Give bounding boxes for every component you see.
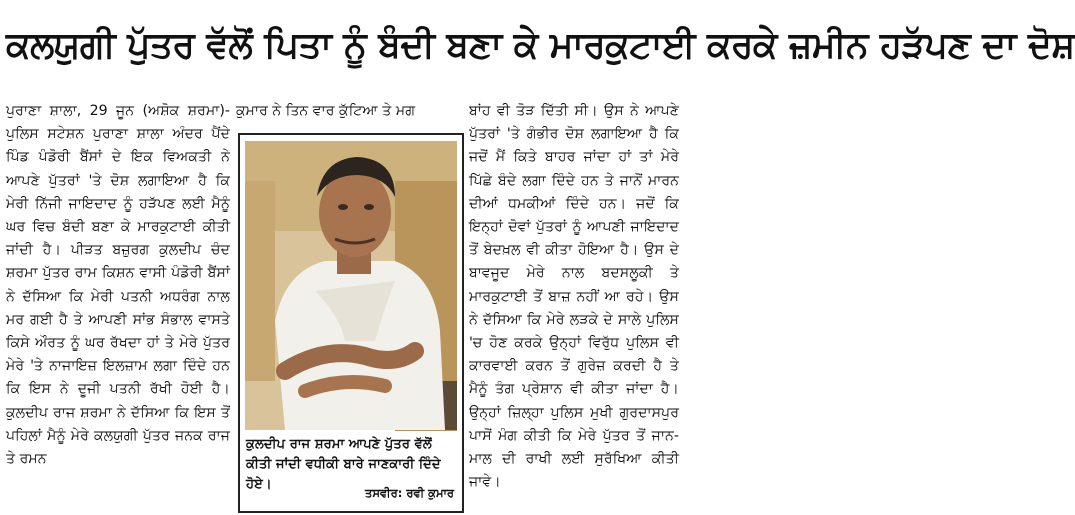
- photo-box: [238, 133, 464, 513]
- article-text-col1: ਪੁਰਾਣਾ ਸ਼ਾਲਾ, 29 ਜੂਨ (ਅਸ਼ੋਕ ਸ਼ਰਮਾ)-ਪੁਲਿਸ ਸਟੇਸ਼ਨ ਪੁਰਾਣਾ ਸ਼ਾਲਾ ਅੰਦਰ ਪੈਂਦੇ ਪਿੰਡ ਪੰਡੋਰੀ ਬੈਂਸਾਂ ਦੇ ਇਕ ਵਿਅਕਤੀ ਨੇ ਆਪਣੇ ਪੁੱਤਰਾਂ 'ਤੇ ਦੋਸ਼ ਲਗਾਇਆ ਹੈ ਕਿ ਮੇਰੀ ਨਿੱਜੀ ਜਾਇਦਾਦ ਨੂੰ ਹੜੱਪਣ ਲਈ ਮੈਨੂੰ ਘਰ ਵਿਚ ਬੰਦੀ ਬਣਾ ਕੇ ਮਾਰਕੁਟਾਈ ਕੀਤੀ ਜਾਂਦੀ ਹੈ। ਪੀੜਤ ਬਜ਼ੁਰਗ ਕੁਲਦੀਪ ਚੰਦ ਸ਼ਰਮਾ ਪੁੱਤਰ ਰਾਮ ਕਿਸ਼ਨ ਵਾਸੀ ਪੰਡੋਰੀ ਬੈਂਸਾਂ ਨੇ ਦੱਸਿਆ ਕਿ ਮੇਰੀ ਪਤਨੀ ਅਧਰੰਗ ਨਾਲ ਮਰ ਗਈ ਹੈ ਤੇ ਆਪਣੀ ਸਾਂਭ ਸੰਭਾਲ ਵਾਸਤੇ ਕਿਸੇ ਔਰਤ ਨੂੰ ਘਰ ਰੱਖਦਾ ਹਾਂ ਤੇ ਮੇਰੇ ਪੁੱਤਰ ਮੇਰੇ 'ਤੇ ਨਾਜਾਇਜ਼ ਇਲਜ਼ਾਮ ਲਗਾ ਦਿੰਦੇ ਹਨ ਕਿ ਇਸ ਨੇ ਦੂਜੀ ਪਤਨੀ ਰੱਖੀ ਹੋਈ ਹੈ। ਕੁਲਦੀਪ ਰਾਜ ਸ਼ਰਮਾ ਨੇ ਦੱਸਿਆ ਕਿ ਇਸ ਤੋਂ ਪਹਿਲਾਂ ਮੈਨੂੰ ਮੇਰੇ ਕਲਯੁਗੀ ਪੁੱਤਰ ਜਨਕ ਰਾਜ ਤੇ ਰਮਨ: [6, 103, 230, 468]
- article-column-1: [6, 100, 230, 471]
- photo-caption: ਕੁਲਦੀਪ ਰਾਜ ਸ਼ਰਮਾ ਆਪਣੇ ਪੁੱਤਰ ਵੱਲੋਂ ਕੀਤੀ ਜਾਂਦੀ ਵਧੀਕੀ ਬਾਰੇ ਜਾਣਕਾਰੀ ਦਿੰਦੇ ਹੋਏ।: [246, 437, 441, 492]
- man-portrait-image: [245, 141, 457, 430]
- news-photo: [245, 141, 457, 430]
- article-column-3: [469, 100, 679, 494]
- headline: ਕਲਯੁਗੀ ਪੁੱਤਰ ਵੱਲੋਂ ਪਿਤਾ ਨੂੰ ਬੰਦੀ ਬਣਾ ਕੇ ਮਾਰਕੁਟਾਈ ਕਰਕੇ ਜ਼ਮੀਨ ਹੜੱਪਣ ਦਾ ਦੋਸ਼: [6, 25, 1075, 66]
- photo-credit: ਤਸਵੀਰ: ਰਵੀ ਕੁਮਾਰ: [364, 486, 454, 500]
- article-text-col3: ਬਾਂਹ ਵੀ ਤੋੜ ਦਿੱਤੀ ਸੀ। ਉਸ ਨੇ ਆਪਣੇ ਪੁੱਤਰਾਂ 'ਤੇ ਗੰਭੀਰ ਦੋਸ਼ ਲਗਾਇਆ ਹੈ ਕਿ ਜਦੋਂ ਮੈਂ ਕਿਤੇ ਬਾਹਰ ਜਾਂਦਾ ਹਾਂ ਤਾਂ ਮੇਰੇ ਪਿੱਛੇ ਬੰਦੇ ਲਗਾ ਦਿੰਦੇ ਹਨ ਤੇ ਜਾਨੋਂ ਮਾਰਨ ਦੀਆਂ ਧਮਕੀਆਂ ਦਿੰਦੇ ਹਨ। ਜਦੋਂ ਕਿ ਇਨ੍ਹਾਂ ਦੋਵਾਂ ਪੁੱਤਰਾਂ ਨੂੰ ਆਪਣੀ ਜਾਇਦਾਦ ਤੋਂ ਬੇਦਖ਼ਲ ਵੀ ਕੀਤਾ ਹੋਇਆ ਹੈ। ਉਸ ਦੇ ਬਾਵਜੂਦ ਮੇਰੇ ਨਾਲ ਬਦਸਲੂਕੀ ਤੇ ਮਾਰਕੁਟਾਈ ਤੋਂ ਬਾਜ਼ ਨਹੀਂ ਆ ਰਹੇ। ਉਸ ਨੇ ਦੱਸਿਆ ਕਿ ਮੇਰੇ ਲੜਕੇ ਦੇ ਸਾਲੇ ਪੁਲਿਸ 'ਚ ਹੋਣ ਕਰਕੇ ਉਨ੍ਹਾਂ ਵਿਰੁੱਧ ਪੁਲਿਸ ਵੀ ਕਾਰਵਾਈ ਕਰਨ ਤੋਂ ਗੁਰੇਜ਼ ਕਰਦੀ ਹੈ ਤੇ ਮੈਨੂੰ ਤੰਗ ਪ੍ਰੇਸ਼ਾਨ ਵੀ ਕੀਤਾ ਜਾਂਦਾ ਹੈ। ਉਨ੍ਹਾਂ ਜ਼ਿਲ੍ਹਾ ਪੁਲਿਸ ਮੁਖੀ ਗੁਰਦਾਸਪੁਰ ਪਾਸੋਂ ਮੰਗ ਕੀਤੀ ਕਿ ਮੇਰੇ ਪੁੱਤਰ ਤੋਂ ਜਾਨ-ਮਾਲ ਦੀ ਰਾਖੀ ਲਈ ਸੁਰੱਖਿਆ ਕੀਤੀ ਜਾਵੇ।: [469, 103, 679, 491]
- article-column-2-top: ਕੁਮਾਰ ਨੇ ਤਿਨ ਵਾਰ ਕੁੱਟਿਆ ਤੇ ਮਗ: [236, 103, 416, 119]
